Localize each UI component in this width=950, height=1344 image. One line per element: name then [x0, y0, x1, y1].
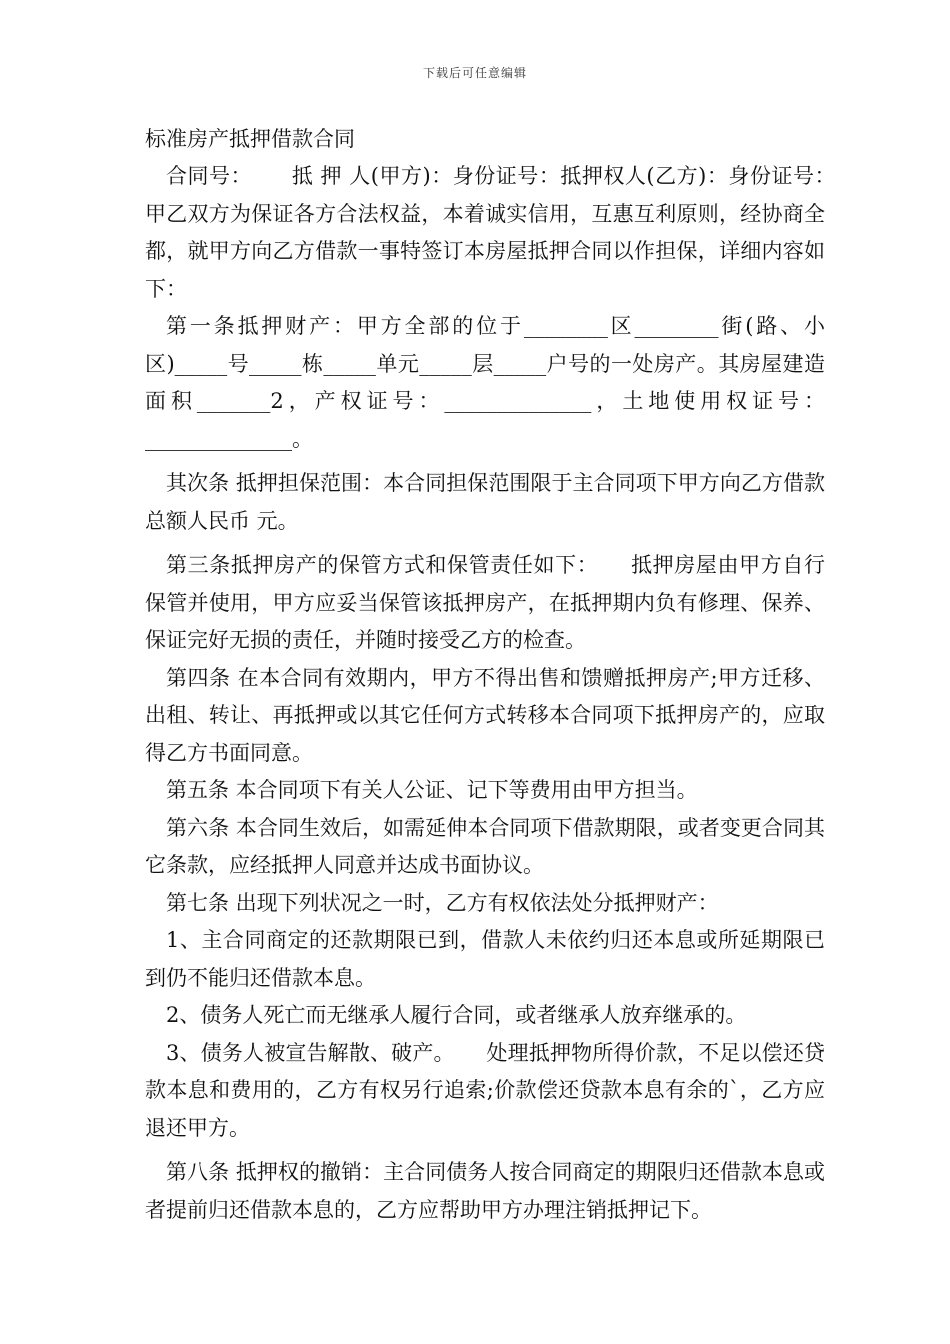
paragraph: 其次条 抵押担保范围：本合同担保范围限于主合同项下甲方向乙方借款总额人民币 元。 — [145, 471, 825, 533]
paragraph: 第三条抵押房产的保管方式和保管责任如下： 抵押房屋由甲方自行保管并使用，甲方应妥当保管该抵押房产，在抵押期内负有修理、保养、保证完好无损的责任，并随时接受乙方的检查。 — [145, 553, 825, 652]
paragraph-list — [145, 158, 867, 1229]
paragraph: 第一条抵押财产：甲方全部的位于________区________街(路、小区)_____号_____栋_____单元_____层_____户号的一处房产。其房屋建造面积_______2，产权证号：______________，土地使用权证号：______________。 — [145, 314, 825, 451]
document-body — [145, 120, 867, 1229]
paragraph: 第八条 抵押权的撤销：主合同债务人按合同商定的期限归还借款本息或者提前归还借款本息的，乙方应帮助甲方办理注销抵押记下。 — [145, 1160, 825, 1222]
paragraph: 第四条 在本合同有效期内，甲方不得出售和馈赠抵押房产;甲方迁移、出租、转让、再抵押或以其它任何方式转移本合同项下抵押房产的，应取得乙方书面同意。 — [145, 665, 825, 765]
document-title: 标准房产抵押借款合同 — [145, 127, 355, 151]
paragraph: 1、主合同商定的还款期限已到，借款人未依约归还本息或所延期限已到仍不能归还借款本息。 — [145, 928, 825, 990]
paragraph: 第七条 出现下列状况之一时，乙方有权依法处分抵押财产： — [166, 890, 719, 915]
paragraph: 2、债务人死亡而无继承人履行合同，或者继承人放弃继承的。 — [166, 1003, 747, 1027]
header-note: 下载后可任意编辑 — [422, 66, 527, 80]
paragraph: 第五条 本合同项下有关人公证、记下等费用由甲方担当。 — [166, 778, 698, 802]
paragraph: 合同号： 抵 押 人(甲方)：身份证号：抵押权人(乙方)：身份证号： 甲乙双方为保证各方合法权益，本着诚实信用，互惠互利原则，经协商全都，就甲方向乙方借款一事特签订本房屋抵押合同以作担保，详细内容如下： — [145, 164, 867, 301]
paragraph: 第六条 本合同生效后，如需延伸本合同项下借款期限，或者变更合同其它条款，应经抵押人同意并达成书面协议。 — [145, 815, 825, 877]
paragraph: 3、债务人被宣告解散、破产。 处理抵押物所得价款，不足以偿还贷款本息和费用的，乙方有权另行追索;价款偿还贷款本息有余的`，乙方应退还甲方。 — [145, 1040, 825, 1140]
